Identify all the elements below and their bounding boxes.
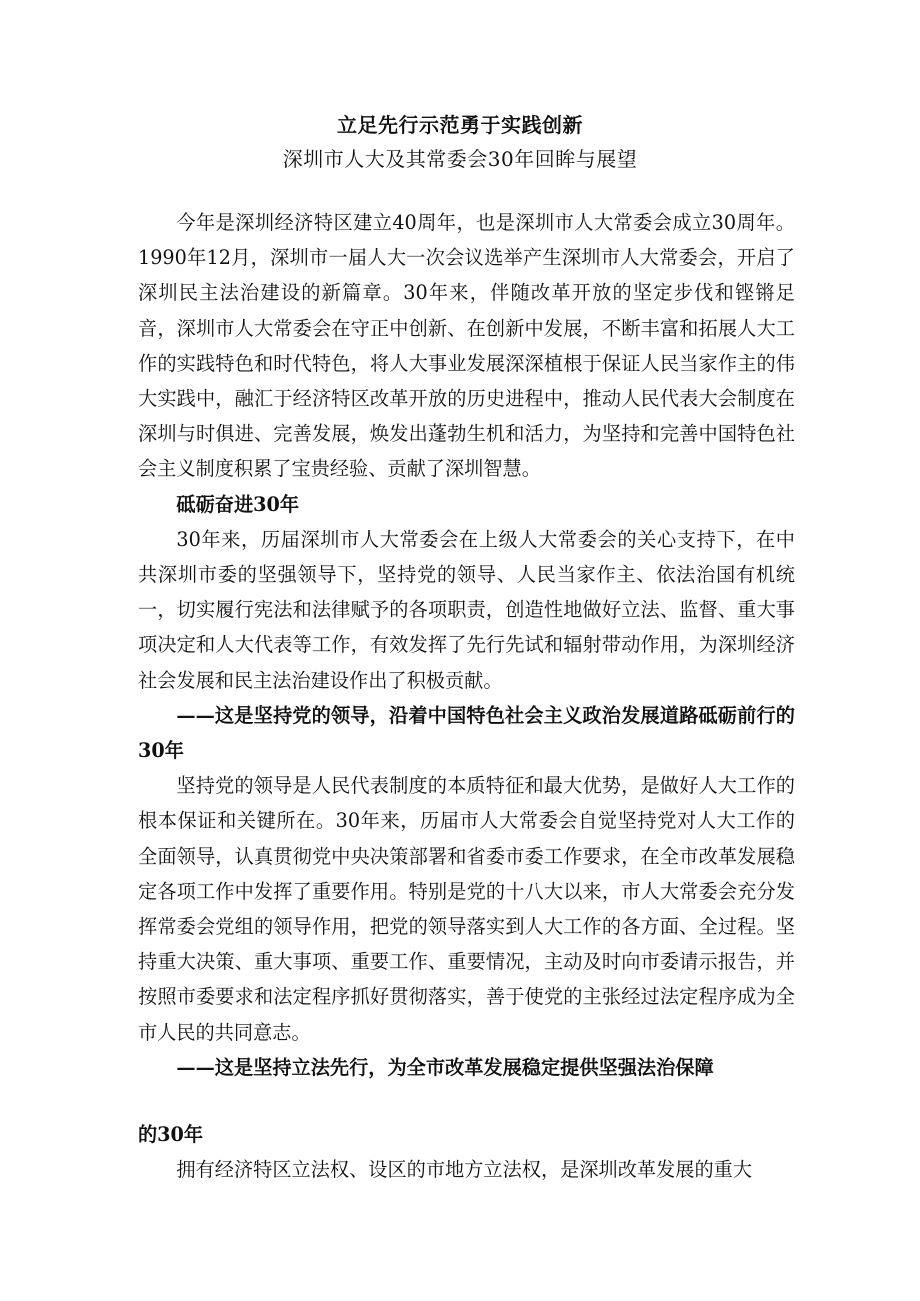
paragraph-legislation: 拥有经济特区立法权、设区的市地方立法权，是深圳改革发展的重大 [176,1158,753,1182]
document-subtitle: 深圳市人大及其常委会30年回眸与展望 [282,147,638,171]
document-title: 立足先行示范勇于实践创新 [337,113,583,137]
paragraph-party-leadership: 坚持党的领导是人民代表制度的本质特征和最大优势，是做好人大工作的根本保证和关键所在。30年来，历届市人大常委会自觉坚持党对人大工作的全面领导，认真贯彻党中央决策部署和省委市委工作要求，在全市改革发展稳定各项工作中发挥了重要作用。特别是党的十八大以来，市人大常委会充分发挥常委会党组的领导作用，把党的领导落实到人大工作的各方面、全过程。坚持重大决策、重大事项、重要工作、重要情况，主动及时向市委请示报告，并按照市委要求和法定程序抓好贯彻落实，善于使党的主张经过法定程序成为全市人民的共同意志。 [138,774,795,1044]
subheading-legislation-tail: 的30年 [138,1123,204,1147]
document-body [138,205,795,1187]
section-heading: 砥砺奋进30年 [176,492,300,516]
paragraph-thirty-years: 30年来，历届深圳市人大常委会在上级人大常委会的关心支持下，在中共深圳市委的坚强领导下，坚持党的领导、人民当家作主、依法治国有机统一，切实履行宪法和法律赋予的各项职责，创造性地做好立法、监督、重大事项决定和人大代表等工作，有效发挥了先行先试和辐射带动作用，为深圳经济社会发展和民主法治建设作出了积极贡献。 [138,527,795,692]
subheading-party-leadership: ——这是坚持党的领导，沿着中国特色社会主义政治发展道路砥砺前行的30年 [138,703,795,763]
subheading-legislation: ——这是坚持立法先行，为全市改革发展稳定提供坚强法治保障 [176,1055,714,1079]
paragraph-intro: 今年是深圳经济特区建立40周年，也是深圳市人大常委会成立30周年。1990年12月，深圳市一届人大一次会议选举产生深圳市人大常委会，开启了深圳民主法治建设的新篇章。30年来，伴随改革开放的坚定步伐和铿锵足音，深圳市人大常委会在守正中创新、在创新中发展，不断丰富和拓展人大工作的实践特色和时代特色，将人大事业发展深深植根于保证人民当家作主的伟大实践中，融汇于经济特区改革开放的历史进程中，推动人民代表大会制度在深圳与时俱进、完善发展，焕发出蓬勃生机和活力，为坚持和完善中国特色社会主义制度积累了宝贵经验、贡献了深圳智慧。 [138,211,795,481]
